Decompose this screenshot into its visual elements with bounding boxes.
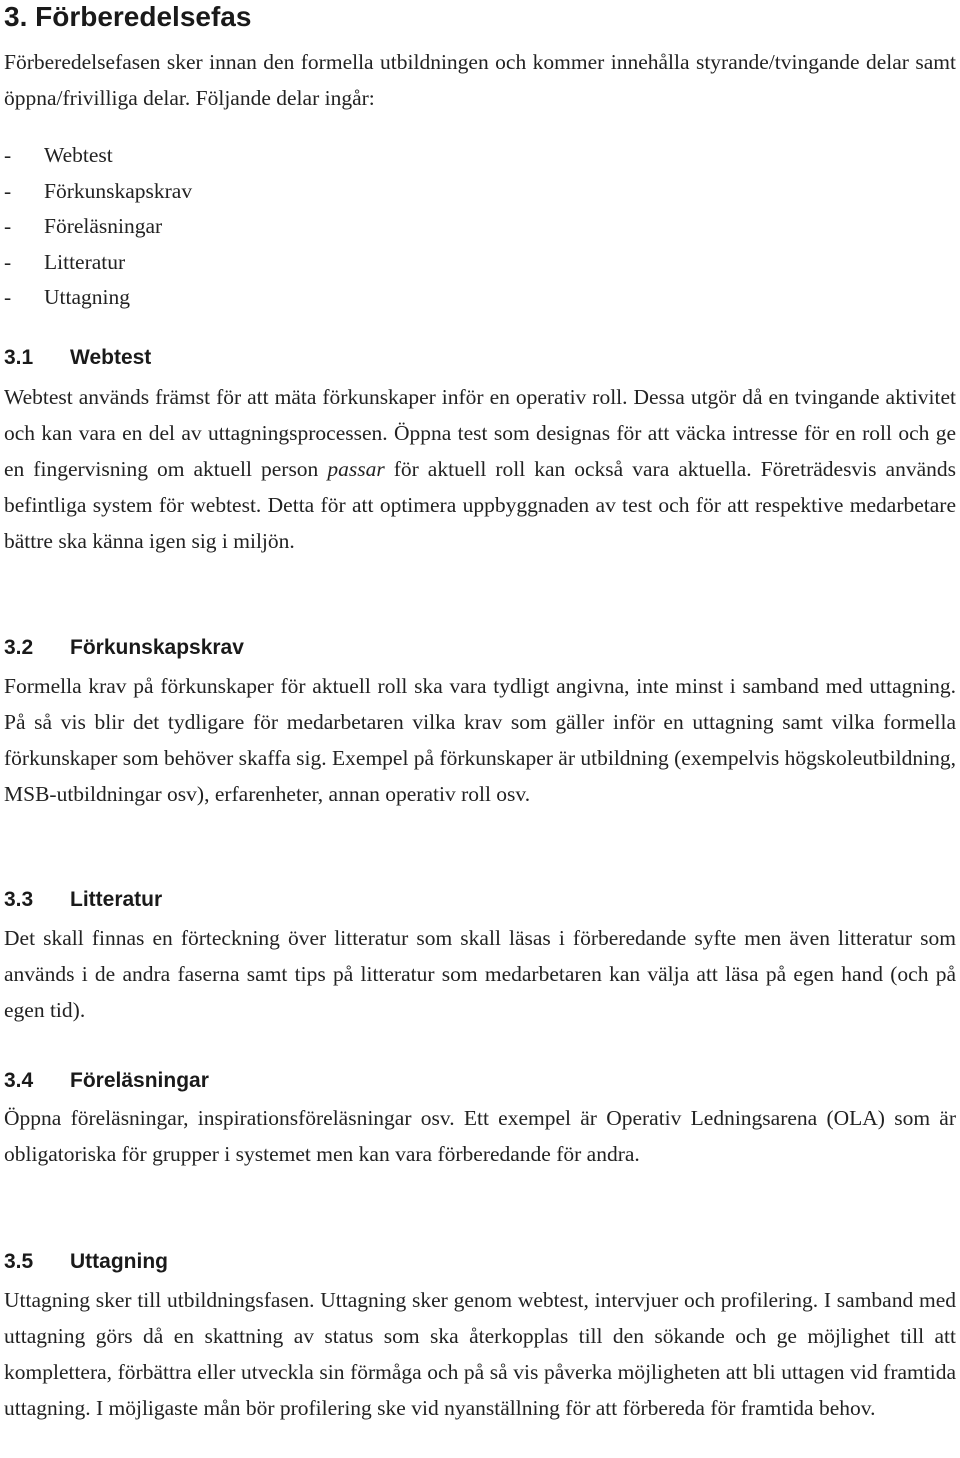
list-item — [4, 280, 192, 316]
subsection-title: Litteratur — [70, 888, 163, 911]
subsection-heading — [4, 1067, 209, 1095]
subsection-text — [4, 379, 956, 559]
subsection-text: Uttagning sker till utbildningsfasen. Uttagning sker genom webtest, intervjuer och profilering. I samband med uttagning görs då en skattning av status som ska återkopplas till den sökande och ge möjlighet till att komplettera, förbättra eller utveckla sin förmåga och på så vis påverka möjligheten att bli uttagen vid framtida uttagning. I möjligaste mån bör profilering ske vid nyanställning för att förbereda för framtida behov. — [4, 1288, 956, 1420]
list-item-label: Förkunskapskrav — [44, 178, 193, 203]
text-segment: Webtest används främst för att mäta förkunskaper inför en operativ roll. Dessa utgör då en tvingande aktivitet och kan vara en del av uttagningsprocessen. Öppna test som designas för att väcka intresse för en roll och ge en fingervisning om aktuell person — [4, 385, 956, 481]
subsection-number: 3.1 — [4, 346, 34, 369]
list-item-label: Uttagning — [44, 285, 130, 309]
list-marker: - — [4, 285, 12, 309]
list-marker: - — [4, 214, 12, 238]
subsection-number: 3.3 — [4, 888, 34, 911]
subsection-title: Webtest — [70, 346, 152, 369]
list-item-label: Föreläsningar — [44, 214, 163, 238]
list-item — [4, 209, 192, 245]
list-item — [4, 174, 192, 210]
subsection-heading — [4, 1248, 168, 1276]
section-title: 3. Förberedelsefas — [4, 1, 252, 32]
list-item — [4, 138, 192, 174]
subsection-text: Det skall finnas en förteckning över litteratur som skall läsas i förberedande syfte men även litteratur som används i de andra faserna samt tips på litteratur som medarbetaren kan välja att läsa på egen hand (och på egen tid). — [4, 926, 956, 1022]
list-marker: - — [4, 143, 12, 167]
emphasis-text: passar — [327, 457, 385, 481]
list-item-label: Litteratur — [44, 249, 126, 274]
subsection-number: 3.4 — [4, 1069, 34, 1092]
section-intro: Förberedelsefasen sker innan den formella utbildningen och kommer innehålla styrande/tvingande delar samt öppna/frivilliga delar. Följande delar ingår: — [4, 50, 956, 110]
list-marker: - — [4, 249, 12, 274]
subsection-title: Uttagning — [70, 1250, 168, 1273]
subsection-text: Öppna föreläsningar, inspirationsföreläsningar osv. Ett exempel är Operativ Ledningsarena (OLA) som är obligatoriska för grupper i systemet men kan vara förberedande för andra. — [4, 1106, 956, 1166]
list-item — [4, 245, 192, 281]
subsection-heading — [4, 886, 162, 914]
subsection-title: Förkunskapskrav — [70, 636, 244, 659]
subsection-title: Föreläsningar — [70, 1069, 209, 1092]
text-segment: för aktuell roll kan också vara aktuella. Företrädesvis används befintliga system för webtest. Detta för att optimera uppbyggnaden av test och för att respektive medarbetare bättre ska känna igen sig i miljön. — [4, 457, 956, 553]
subsection-number: 3.2 — [4, 636, 34, 659]
parts-list — [4, 138, 192, 316]
subsection-number: 3.5 — [4, 1250, 34, 1273]
list-marker: - — [4, 178, 12, 203]
subsection-heading — [4, 634, 244, 662]
subsection-text: Formella krav på förkunskaper för aktuell roll ska vara tydligt angivna, inte minst i samband med uttagning. På så vis blir det tydligare för medarbetaren vilka krav som gäller inför en uttagning samt vilka formella förkunskaper som behöver skaffa sig. Exempel på förkunskaper är utbildning (exempelvis högskoleutbildning, MSB-utbildningar osv), erfarenheter, annan operativ roll osv. — [4, 674, 956, 806]
subsection-heading — [4, 344, 151, 372]
list-item-label: Webtest — [44, 143, 113, 167]
